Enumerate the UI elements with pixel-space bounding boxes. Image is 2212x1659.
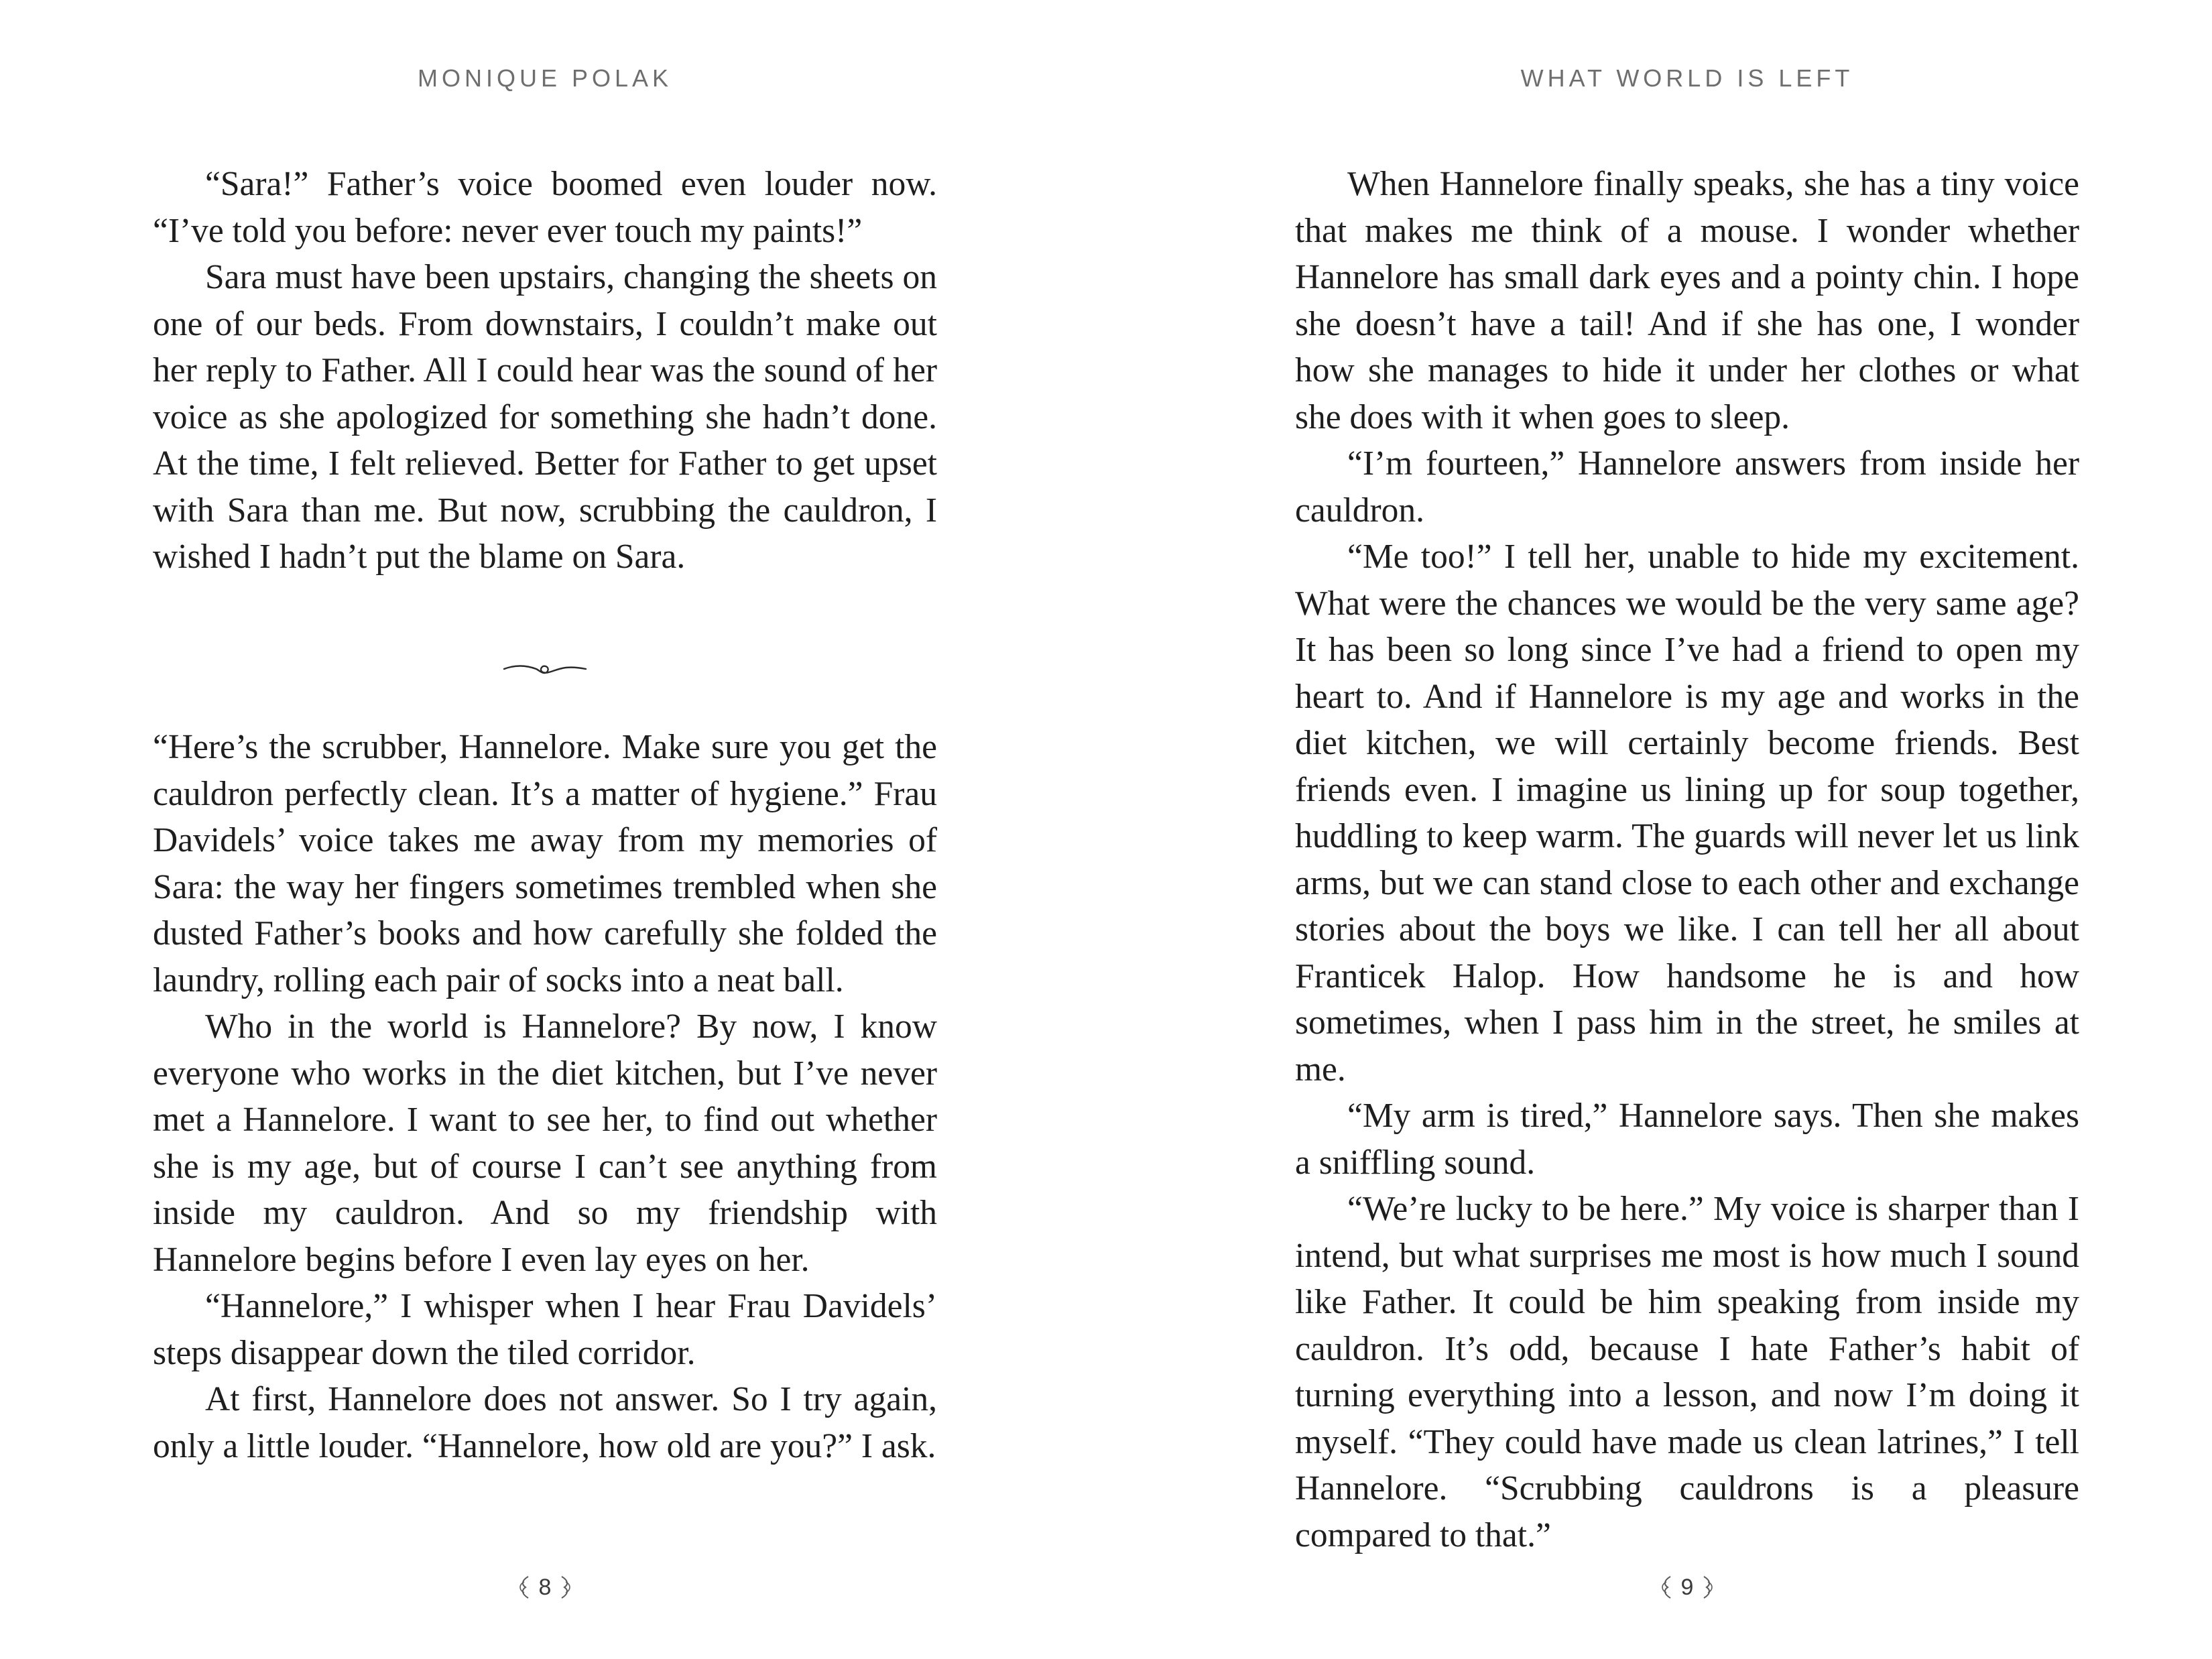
paragraph: At first, Hannelore does not answer. So I try again, only a little louder. “Hannelore, how old are you?” I ask. [153, 1380, 937, 1465]
left-section-2 [153, 724, 937, 1469]
page-number: 9 [1680, 1574, 1694, 1600]
page-number-right [1295, 1574, 2079, 1601]
left-page [153, 0, 937, 1659]
paragraph: “My arm is tired,” Hannelore says. Then she makes a sniffling sound. [1295, 1097, 2079, 1182]
page-number: 8 [538, 1574, 552, 1600]
paragraph: When Hannelore finally speaks, she has a tiny voice that makes me think of a mouse. I wonder whether Hannelore has small dark eyes and a pointy chin. I hope she doesn’t have a tail! And if she has one, I wonder how she manages to hide it under her clothes or what she does with it when goes to sleep. [1295, 165, 2079, 436]
paragraph: Sara must have been upstairs, changing the sheets on one of our beds. From downstairs, I couldn’t make out her reply to Father. All I could hear was the sound of her voice as she apologized for something she hadn’t done. At the time, I felt relieved. Better for Father to get upset with Sara than me. But now, scrubbing the cauldron, I wished I hadn’t put the blame on Sara. [153, 258, 937, 576]
right-page [1295, 0, 2079, 1659]
paragraph: “I’m fourteen,” Hannelore answers from inside her cauldron. [1295, 444, 2079, 530]
right-body [1295, 161, 2079, 1558]
paragraph: Who in the world is Hannelore? By now, I know everyone who works in the diet kitchen, but I’ve never met a Hannelore. I want to see her, to find out whether she is my age, but of course I can’t see anything from inside my cauldron. And so my friendship with Hannelore begins before I even lay eyes on her. [153, 1007, 937, 1279]
section-break-ornament-icon [153, 649, 937, 689]
folio-right-bracket-icon [558, 1574, 574, 1601]
folio-right-bracket-icon [1700, 1574, 1716, 1601]
paragraph: “Here’s the scrubber, Hannelore. Make sure you get the cauldron perfectly clean. It’s a matter of hygiene.” Frau Davidels’ voice takes me away from my memories of Sara: the way her fingers sometimes trembled when she dusted Father’s books and how carefully she folded the laundry, rolling each pair of socks into a neat ball. [153, 728, 937, 999]
paragraph: “We’re lucky to be here.” My voice is sharper than I intend, but what surprises me most is how much I sound like Father. It could be him speaking from inside my cauldron. It’s odd, because I hate Father’s habit of turning everything into a lesson, and now I’m doing it myself. “They could have made us clean latrines,” I tell Hannelore. “Scrubbing cauldrons is a pleasure compared to that.” [1295, 1190, 2079, 1554]
page-number-left [153, 1574, 937, 1601]
folio-left-bracket-icon [1658, 1574, 1674, 1601]
folio-left-bracket-icon [516, 1574, 532, 1601]
left-section-1 [153, 161, 937, 580]
running-head-title: WHAT WORLD IS LEFT [1520, 64, 1854, 92]
paragraph: “Sara!” Father’s voice boomed even louder now. “I’ve told you before: never ever touch my paints!” [153, 165, 937, 250]
paragraph: “Me too!” I tell her, unable to hide my excitement. What were the chances we would be the very same age? It has been so long since I’ve had a friend to open my heart to. And if Hannelore is my age and works in the diet kitchen, we will certainly become friends. Best friends even. I imagine us lining up for soup together, huddling to keep warm. The guards will never let us link arms, but we can stand close to each other and exchange stories about the boys we like. I can tell her all about Franticek Halop. How handsome he is and how sometimes, when I pass him in the street, he smiles at me. [1295, 538, 2079, 1089]
running-head-author: MONIQUE POLAK [417, 64, 673, 92]
paragraph: “Hannelore,” I whisper when I hear Frau Davidels’ steps disappear down the tiled corridor. [153, 1287, 937, 1372]
